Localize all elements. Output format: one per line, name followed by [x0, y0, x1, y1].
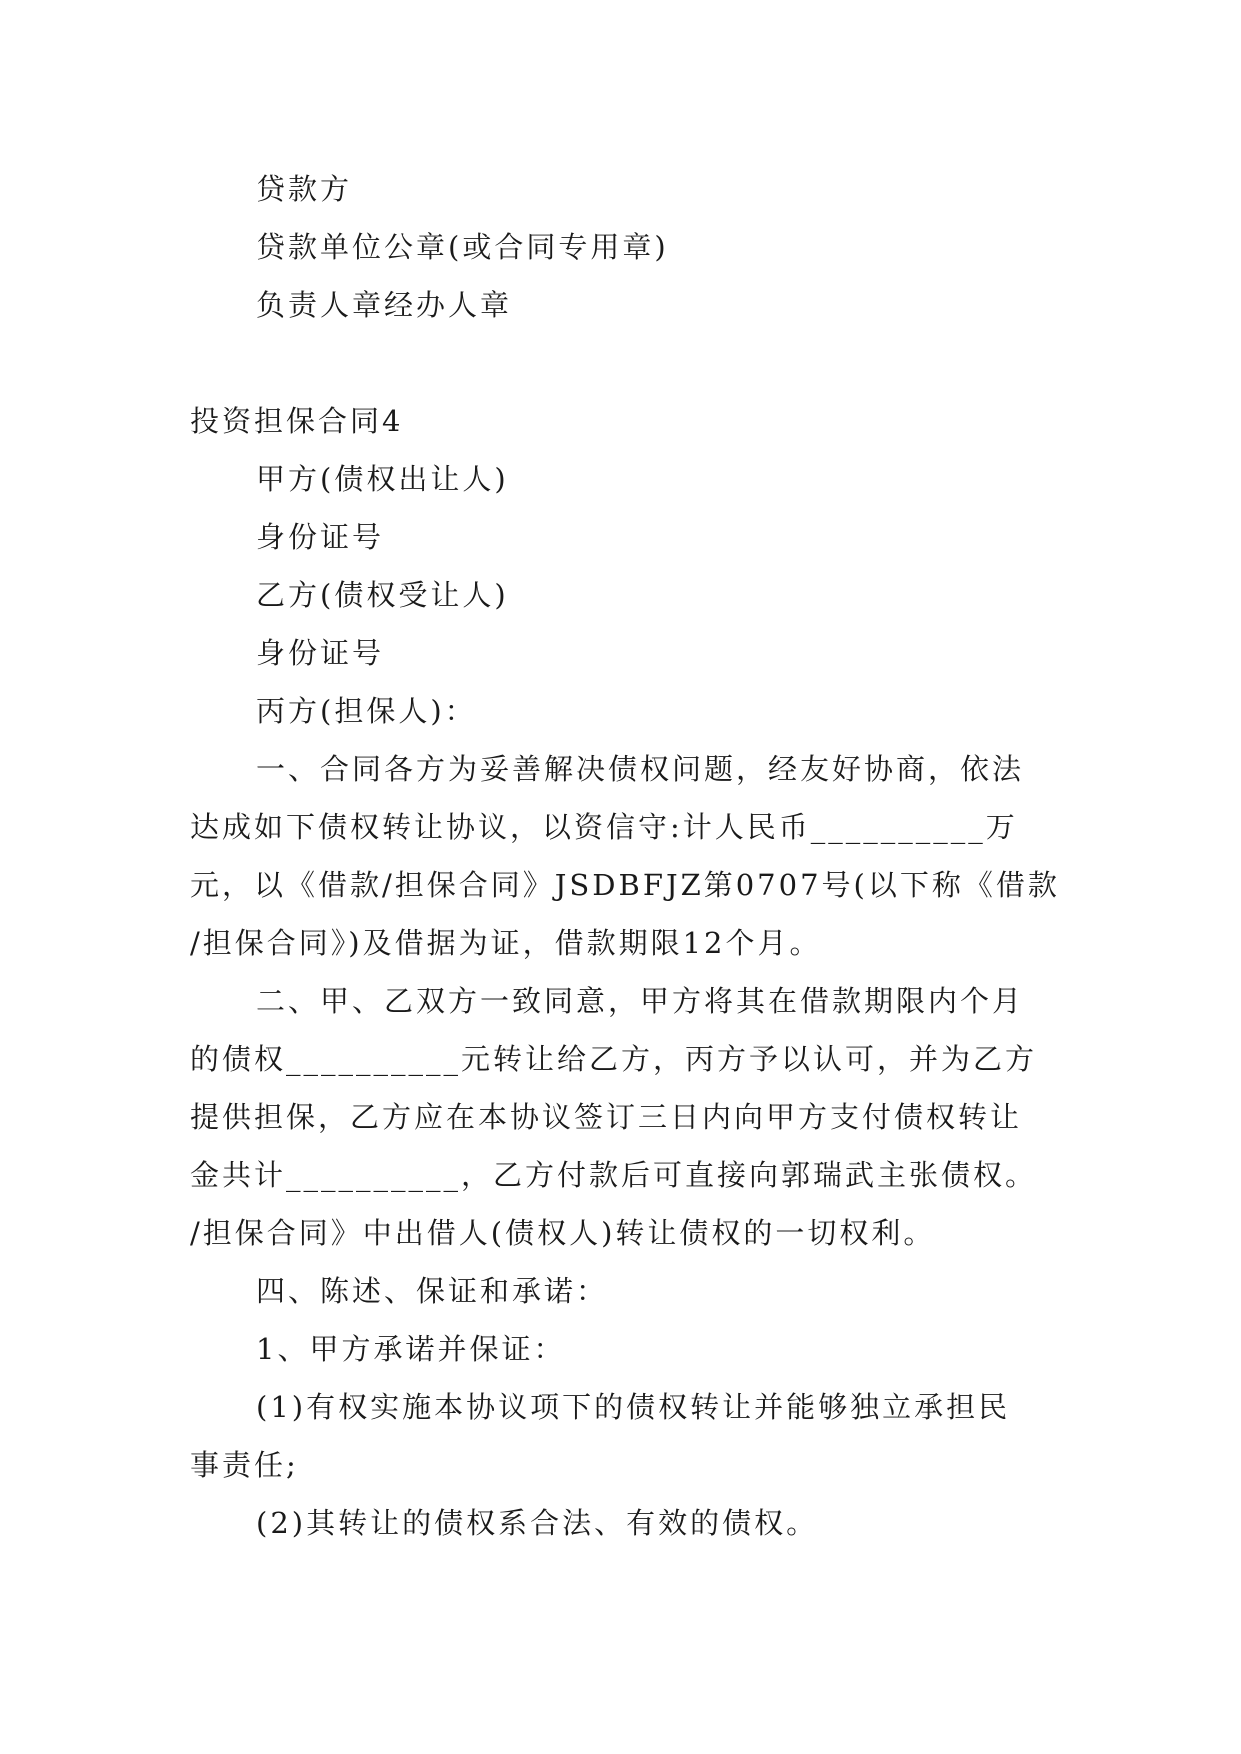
contract-title: 投资担保合同4 [190, 404, 404, 438]
clause-1-line-4: /担保合同》)及借据为证，借款期限12个月。 [190, 926, 822, 960]
party-a: 甲方(债权出让人) [256, 462, 509, 496]
lender-seal-label: 贷款单位公章(或合同专用章) [256, 230, 669, 264]
lender-label: 贷款方 [256, 172, 353, 206]
clause-2-line-4: 金共计__________，乙方付款后可直接向郭瑞武主张债权。 [190, 1158, 1038, 1192]
clause-1-line-1: 一、合同各方为妥善解决债权问题，经友好协商，依法 [256, 752, 1025, 786]
clause-2-line-3: 提供担保，乙方应在本协议签订三日内向甲方支付债权转让 [190, 1100, 1023, 1134]
clause-2-line-1: 二、甲、乙双方一致同意，甲方将其在借款期限内个月 [256, 984, 1025, 1018]
party-c: 丙方(担保人)： [256, 694, 477, 728]
clause-4-1-b: (2)其转让的债权系合法、有效的债权。 [256, 1506, 819, 1540]
document-body [190, 160, 1070, 1552]
clause-2-line-2: 的债权__________元转让给乙方，丙方予以认可，并为乙方 [190, 1042, 1038, 1076]
clause-4-1-a-line-1: (1)有权实施本协议项下的债权转让并能够独立承担民 [256, 1390, 1011, 1424]
party-b: 乙方(债权受让人) [256, 578, 509, 612]
party-b-id: 身份证号 [256, 636, 385, 670]
clause-2-line-5: /担保合同》中出借人(债权人)转让债权的一切权利。 [190, 1216, 936, 1250]
section-gap [190, 334, 1070, 392]
clause-1-line-2: 达成如下债权转让协议，以资信守:计人民币__________万 [190, 810, 1018, 844]
party-a-id: 身份证号 [256, 520, 385, 554]
clause-1-line-3: 元，以《借款/担保合同》JSDBFJZ第0707号(以下称《借款 [190, 868, 1060, 902]
clause-4-1-a-line-2: 事责任; [190, 1448, 299, 1482]
clause-4-1-heading: 1、甲方承诺并保证： [256, 1332, 566, 1366]
officer-seals-label: 负责人章经办人章 [256, 288, 513, 322]
clause-4-heading: 四、陈述、保证和承诺： [256, 1274, 609, 1308]
